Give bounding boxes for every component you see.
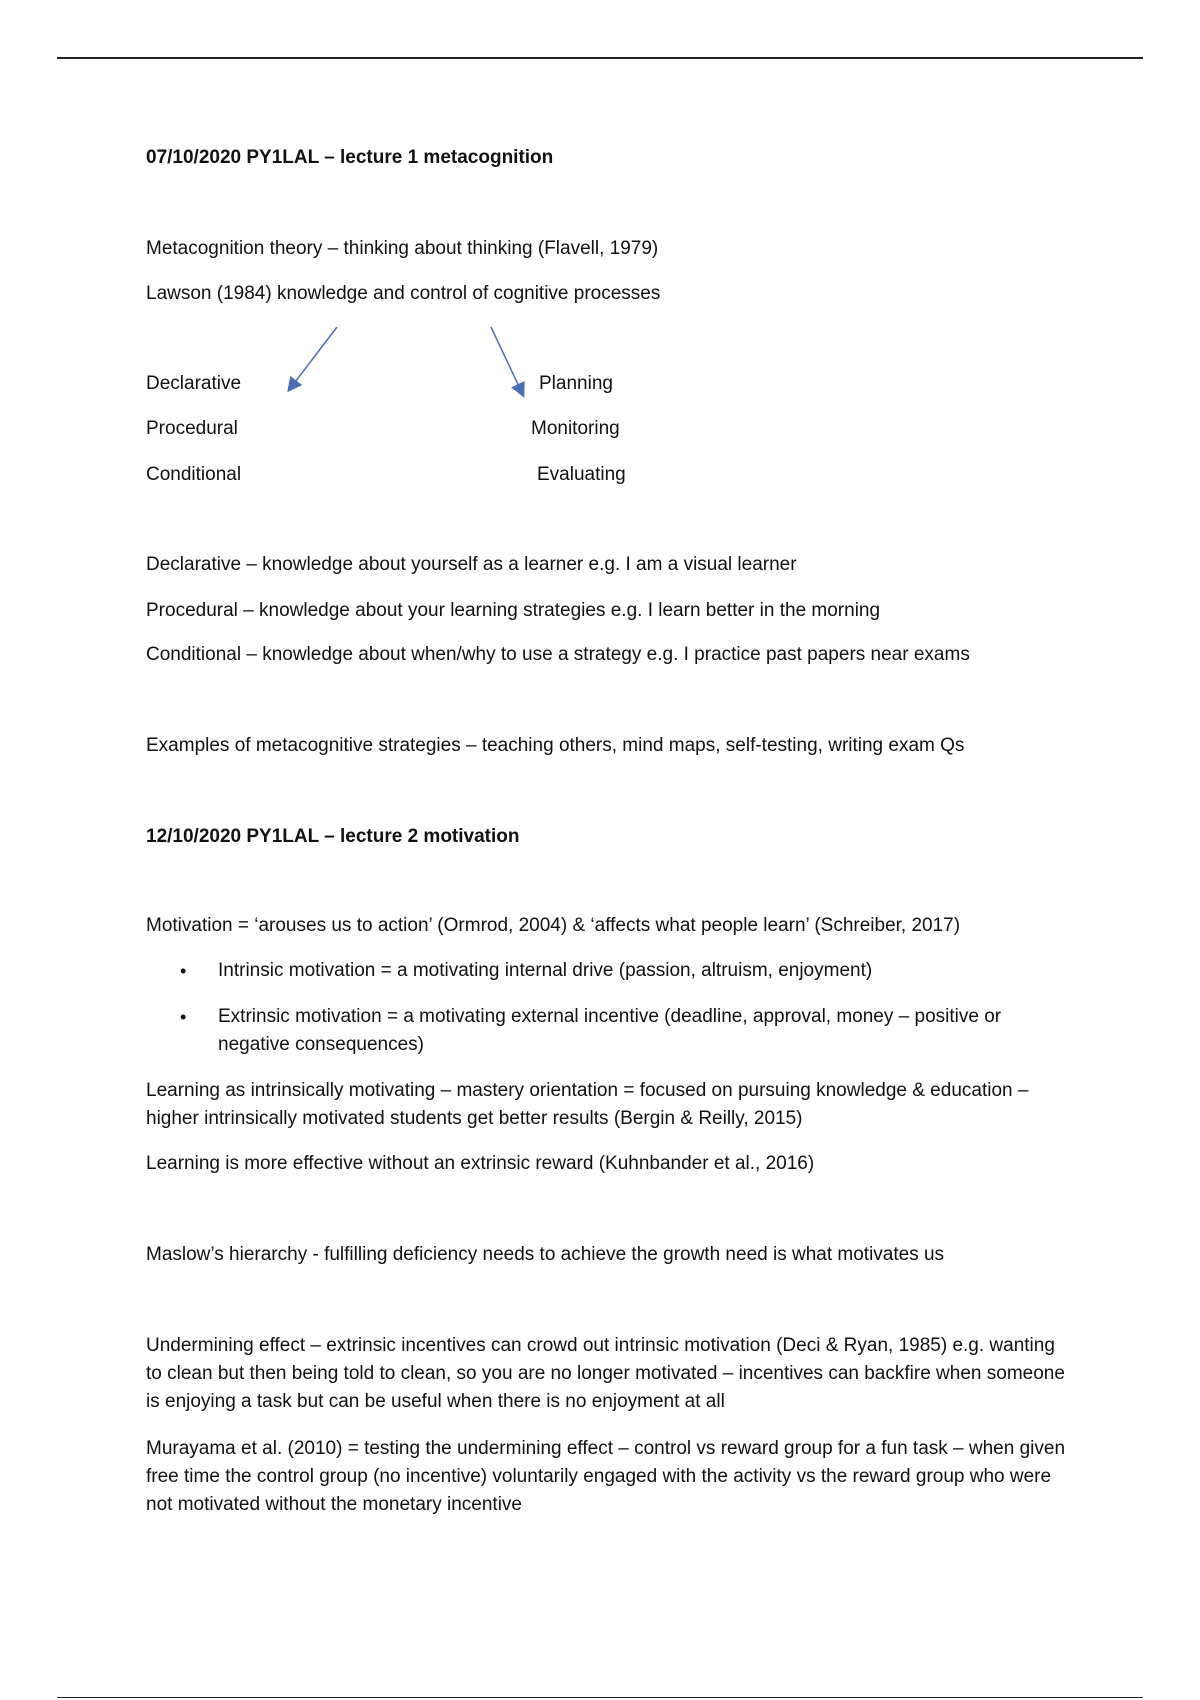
murayama-paragraph: Murayama et al. (2010) = testing the undermining effect – control vs reward group for a fun task – when given free time the control group (no incentive) voluntarily engaged with the activity vs the reward group who were not motivated without the monetary incentive: [146, 1438, 1066, 1515]
arrow-to-declarative: [289, 327, 337, 390]
footer-rule: [57, 1697, 1143, 1698]
learning-effective-line: Learning is more effective without an extrinsic reward (Kuhnbander et al., 2016): [146, 1153, 815, 1174]
lecture1-heading: 07/10/2020 PY1LAL – lecture 1 metacognition: [146, 147, 554, 168]
motivation-definition: Motivation = ‘arouses us to action’ (Ormrod, 2004) & ‘affects what people learn’ (Schreiber, 2017): [146, 915, 961, 936]
definition-procedural: Procedural – knowledge about your learning strategies e.g. I learn better in the morning: [146, 600, 881, 621]
intrinsic-motivation-item: Intrinsic motivation = a motivating internal drive (passion, altruism, enjoyment): [218, 960, 873, 981]
metacognitive-strategies: Examples of metacognitive strategies – teaching others, mind maps, self-testing, writing exam Qs: [146, 735, 965, 756]
control-planning: Planning: [539, 373, 613, 394]
bullet-icon: •: [180, 961, 187, 981]
definition-conditional: Conditional – knowledge about when/why to use a strategy e.g. I practice past papers near exams: [146, 644, 970, 665]
bullet-icon: •: [180, 1007, 187, 1027]
undermining-effect-paragraph: Undermining effect – extrinsic incentives can crowd out intrinsic motivation (Deci & Ryan, 1985) e.g. wanting to clean but then being told to clean, so you are no longer motivated – incentives can backfire when someone is enjoying a task but can be useful when there is no enjoyment at all: [146, 1335, 1065, 1412]
arrow-to-planning: [491, 327, 523, 395]
maslow-line: Maslow’s hierarchy - fulfilling deficiency needs to achieve the growth need is what motivates us: [146, 1244, 945, 1265]
extrinsic-motivation-item: Extrinsic motivation = a motivating external incentive (deadline, approval, money – positive or negative consequences): [218, 1006, 1002, 1055]
metacognition-theory: Metacognition theory – thinking about thinking (Flavell, 1979): [146, 238, 659, 259]
control-monitoring: Monitoring: [531, 418, 620, 439]
definition-declarative: Declarative – knowledge about yourself as a learner e.g. I am a visual learner: [146, 554, 797, 575]
lecture2-heading: 12/10/2020 PY1LAL – lecture 2 motivation: [146, 826, 520, 847]
knowledge-conditional: Conditional: [146, 464, 242, 485]
knowledge-procedural: Procedural: [146, 418, 238, 439]
lawson-line: Lawson (1984) knowledge and control of cognitive processes: [146, 283, 661, 304]
knowledge-declarative: Declarative: [146, 373, 242, 394]
diagram-arrows: [0, 0, 1200, 420]
learning-intrinsic-paragraph: Learning as intrinsically motivating – mastery orientation = focused on pursuing knowledge & education – higher intrinsically motivated students get better results (Bergin & Reilly, 2015): [146, 1080, 1029, 1129]
control-evaluating: Evaluating: [537, 464, 626, 485]
